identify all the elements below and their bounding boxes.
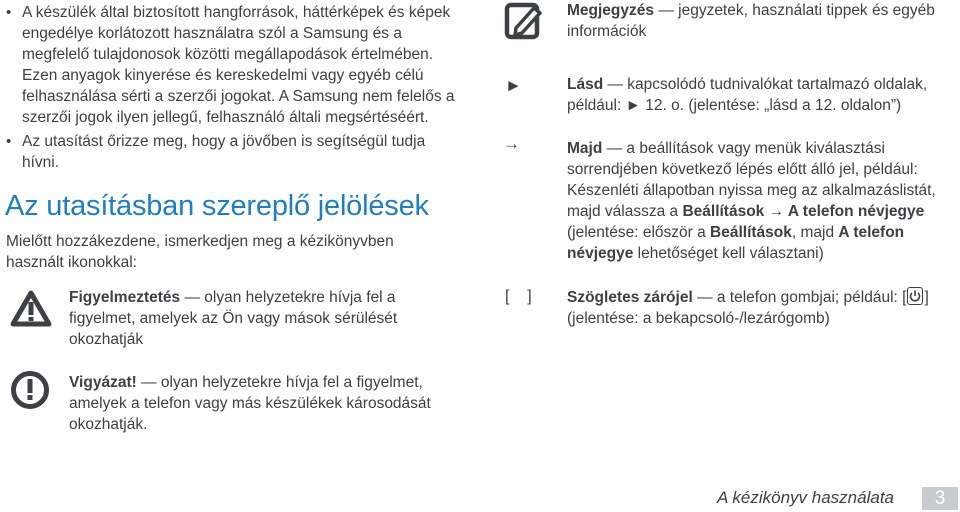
next-bold-about-2: A telefon névjegye bbox=[567, 224, 905, 262]
bracket-symbol: [ ] bbox=[505, 288, 532, 305]
bullet-text: A készülék által biztosított hangforrások, háttérképek és képek engedélye korlátozott használatra szól a Samsung és a megfelelő tulajdonosok közötti megállapodások értelmében. Ezen anyagok kinyerése és kereskedelmi vagy egyéb célú felhasználása sérti a szerzői jogokat. A Samsung nem felelős a szerzői jogok ilyen jellegű, felhasználó általi megsértéséért. bbox=[22, 4, 455, 126]
next-bold-settings-2: Beállítások bbox=[710, 224, 792, 241]
next-description: — a beállítások vagy menük kiválasztási sorrendjében következő lépés előtt álló jel, például: Készenléti állapotban nyissa meg az alkalmazáslistát, majd válassza a bbox=[567, 140, 936, 220]
footer-section-label: A kézikönyv használata bbox=[716, 488, 894, 507]
warning-triangle-icon bbox=[10, 290, 52, 328]
next-entry bbox=[567, 138, 957, 264]
bracket-entry bbox=[567, 287, 957, 329]
note-term: Megjegyzés bbox=[567, 2, 655, 19]
next-description-4: lehetőséget kell választani) bbox=[633, 245, 824, 262]
bracket-description-2: ] (jelentése: a bekapcsoló-/lezárógomb) bbox=[567, 289, 929, 327]
bullet-dot-icon: • bbox=[6, 4, 12, 21]
note-pencil-icon bbox=[504, 2, 544, 40]
caution-entry bbox=[69, 372, 454, 435]
warning-term: Figyelmeztetés bbox=[69, 289, 181, 306]
refer-entry bbox=[567, 74, 957, 116]
caution-description: — olyan helyzetekre hívja fel a figyelmet, amelyek a telefon vagy más készülékek károsodását okozhatják. bbox=[69, 374, 431, 433]
bullet-item bbox=[6, 131, 458, 173]
next-arrow-icon: → bbox=[503, 134, 520, 153]
page-number: 3 bbox=[922, 487, 958, 510]
note-description: — jegyzetek, használati tippek és egyéb információk bbox=[567, 2, 935, 40]
bullet-text: Az utasítást őrizze meg, hogy a jövőben is segítségül tudja hívni. bbox=[22, 133, 426, 171]
caution-exclamation-icon bbox=[10, 370, 50, 410]
bullet-item bbox=[6, 2, 458, 128]
refer-arrow-icon: ► bbox=[505, 76, 522, 95]
section-intro: Mielőtt hozzákezdene, ismerkedjen meg a kézikönyvben használt ikonokkal: bbox=[6, 233, 394, 271]
note-entry bbox=[567, 0, 957, 42]
warning-entry bbox=[69, 287, 454, 350]
next-description-3: , majd bbox=[791, 224, 839, 241]
refer-term: Lásd bbox=[567, 76, 604, 93]
caution-term: Vigyázat! bbox=[69, 374, 137, 391]
bracket-description: — a telefon gombjai; például: [ bbox=[692, 289, 907, 306]
next-bold-settings: Beállítások bbox=[682, 203, 765, 220]
intro-bullet-list bbox=[6, 2, 458, 176]
bullet-dot-icon: • bbox=[6, 133, 12, 150]
power-key-icon bbox=[907, 287, 923, 305]
refer-description: — kapcsolódó tudnivalókat tartalmazó oldalak, például: ► 12. o. (jelentése: „lásd a 12. oldalon”) bbox=[567, 76, 928, 114]
next-term: Majd bbox=[567, 140, 603, 157]
warning-description: — olyan helyzetekre hívja fel a figyelmet, amelyek az Ön vagy mások sérülését okozhatják bbox=[69, 289, 398, 348]
next-description-2: (jelentése: először a bbox=[567, 224, 711, 241]
next-bold-about: A telefon névjegye bbox=[787, 203, 925, 220]
next-arrow: → bbox=[764, 203, 788, 220]
bracket-term: Szögletes zárójel bbox=[567, 289, 693, 306]
section-title: Az utasításban szereplő jelölések bbox=[5, 190, 429, 222]
